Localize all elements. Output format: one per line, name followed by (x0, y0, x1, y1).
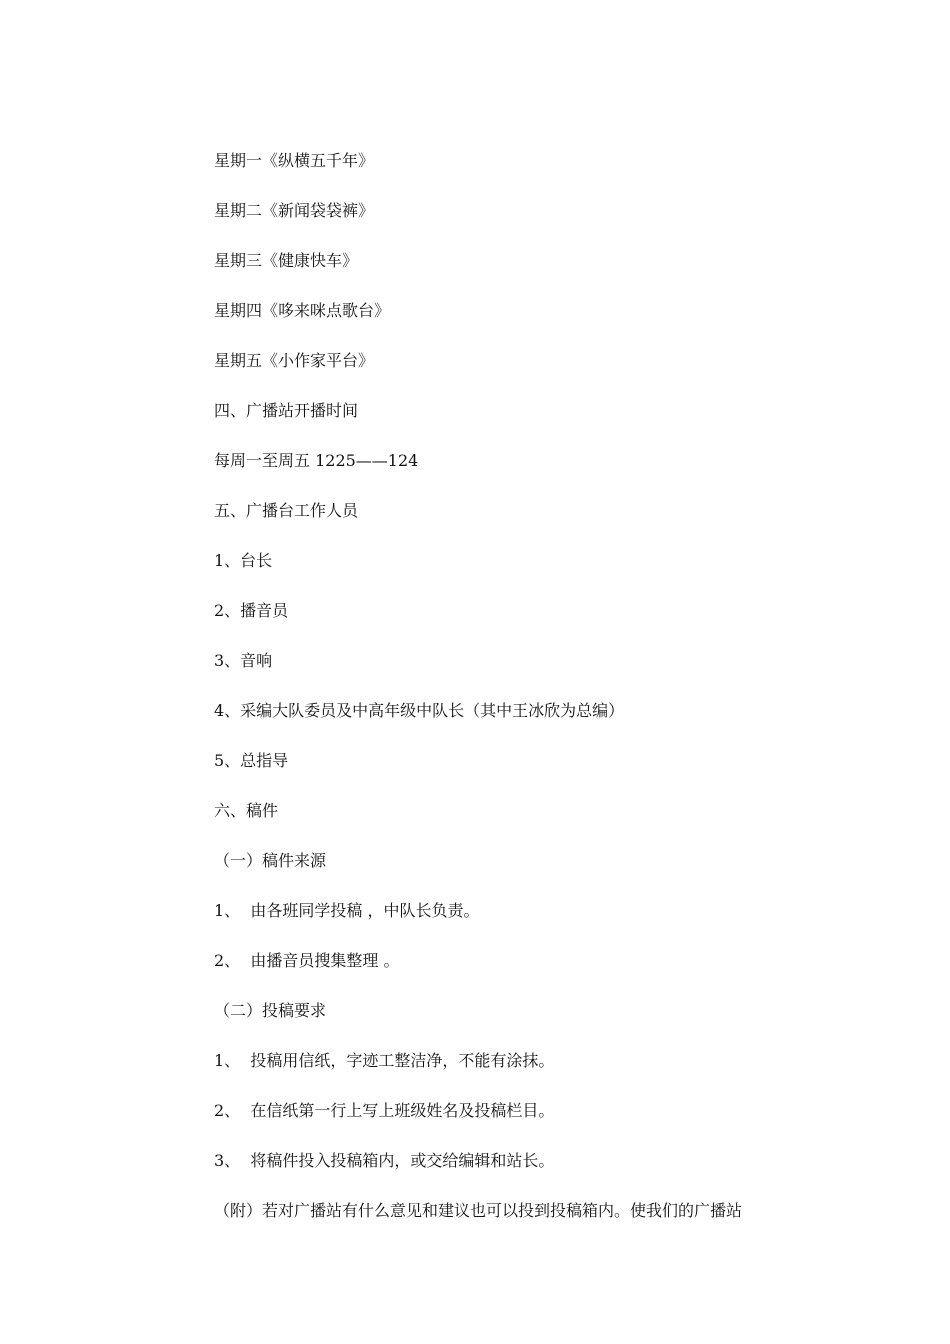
text-line: （附）若对广播站有什么意见和建议也可以投到投稿箱内。使我们的广播站 (214, 1201, 743, 1220)
document-body (214, 146, 814, 1246)
text-line: 星期三《健康快车》 (214, 251, 359, 270)
list-item: 4、采编大队委员及中高年级中队长（其中王冰欣为总编） (214, 701, 625, 720)
section-heading: 四、广播站开播时间 (214, 401, 359, 420)
text-line: 星期四《哆来咪点歌台》 (214, 301, 391, 320)
list-item: 3、 将稿件投入投稿箱内，或交给编辑和站长。 (214, 1151, 555, 1170)
subsection-heading: （二）投稿要求 (214, 1001, 327, 1020)
list-item: 5、总指导 (214, 751, 289, 770)
list-item: 1、 投稿用信纸，字迹工整洁净，不能有涂抹。 (214, 1051, 555, 1070)
section-heading: 六、稿件 (214, 801, 279, 820)
text-line: 星期二《新闻袋袋裤》 (214, 201, 375, 220)
list-item: 1、 由各班同学投稿 ，中队长负责。 (214, 901, 480, 920)
list-item: 2、 由播音员搜集整理 。 (214, 951, 400, 970)
text-line: 每周一至周五 1225——124 (214, 451, 419, 470)
list-item: 1、台长 (214, 551, 273, 570)
list-item: 2、 在信纸第一行上写上班级姓名及投稿栏目。 (214, 1101, 555, 1120)
text-line: 星期一《纵横五千年》 (214, 151, 375, 170)
list-item: 2、播音员 (214, 601, 289, 620)
section-heading: 五、广播台工作人员 (214, 501, 359, 520)
text-line: 星期五《小作家平台》 (214, 351, 375, 370)
subsection-heading: （一）稿件来源 (214, 851, 327, 870)
list-item: 3、音响 (214, 651, 273, 670)
